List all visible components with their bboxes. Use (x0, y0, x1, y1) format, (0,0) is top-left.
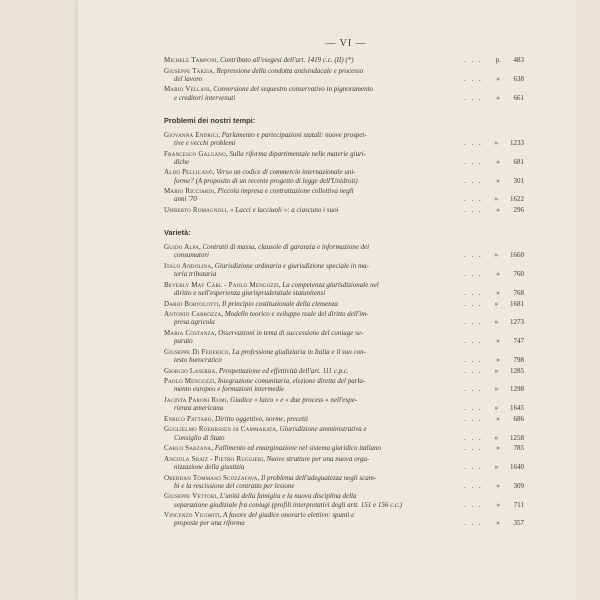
entry-title: , La competenza giurisdizionale nel (278, 280, 379, 289)
entry-page: 686 (513, 414, 524, 423)
ditto-marker: » (494, 366, 499, 375)
leader-dots: . . . (464, 337, 483, 346)
ditto-marker: » (496, 337, 500, 346)
entry-page-ref (464, 251, 524, 259)
entry-page: 1640 (510, 462, 524, 471)
leader-dots: . . . (464, 481, 483, 490)
entry-page-ref (464, 139, 524, 147)
entry-author: Italo Andolina (164, 261, 212, 270)
entry-title-continuation: anni '70 (174, 195, 197, 204)
entry-text (164, 243, 450, 259)
entry-text (164, 377, 450, 393)
leader-dots: . . . (464, 251, 483, 260)
leader-dots: . . . (464, 414, 483, 423)
entry-page-ref (464, 289, 524, 297)
leader-dots: . . . (464, 318, 483, 327)
leader-dots: . . . (464, 74, 483, 83)
entry-title: , Integrazione comunitaria, elezione diretta del parla- (214, 377, 366, 386)
entry-title: , Contributo all'esegesi dell'art. 1419 c.c. (II) (*) (216, 56, 354, 64)
toc-entry (164, 444, 524, 452)
entry-title-continuation: forme? (A proposito di un recente progetto di legge dell'Unidroit) (174, 176, 358, 185)
entry-author: Mario Ricciardi (164, 187, 215, 196)
entry-title: , Giudice « laico » e « due process » nell'espe- (226, 395, 358, 404)
entry-page: 768 (513, 288, 524, 297)
entry-page: 661 (513, 93, 524, 102)
leader-dots: . . . (464, 433, 483, 442)
entry-page: 638 (513, 74, 524, 83)
leader-dots: . . . (464, 176, 483, 185)
entry-author: Guido Alpa (164, 243, 199, 252)
entry-text (164, 262, 450, 278)
entry-page: 681 (513, 157, 524, 166)
entry-page-ref (464, 318, 524, 326)
entry-title: , Modello teorico e sviluppo reale del diritto dell'im- (221, 310, 369, 319)
entry-author: Giovanna Endrici (164, 130, 219, 139)
ditto-marker: » (496, 74, 500, 83)
entry-title: , Conversione del sequestro conservativo in pignoramento (209, 85, 374, 94)
ditto-marker: » (496, 270, 500, 279)
entry-text (164, 511, 450, 527)
toc-entry (164, 348, 524, 364)
entry-author: Jacinta Paroni Rumi (164, 395, 227, 404)
entry-page-ref (464, 415, 524, 423)
entry-page-ref (464, 206, 524, 214)
entry-title-continuation: Consiglio di Stato (174, 433, 225, 442)
entry-page-ref (464, 501, 524, 509)
leader-dots: . . . (464, 355, 483, 364)
leader-dots: . . . (464, 139, 483, 147)
entry-title: , Il problema dell'adeguatezza negli scam- (257, 473, 377, 482)
entry-page-ref (464, 75, 524, 83)
entry-author: Francesco Galgano (164, 149, 226, 158)
entry-title-continuation: diche (174, 157, 190, 166)
toc-entry (164, 150, 524, 166)
entry-page-ref (464, 434, 524, 442)
entry-page: 1233 (510, 139, 524, 147)
toc-entry (164, 415, 524, 423)
entry-title-continuation: rienza americana (174, 404, 224, 413)
entry-text (164, 455, 450, 471)
ditto-marker: » (496, 355, 500, 364)
toc-entry (164, 168, 524, 184)
ditto-marker: » (494, 299, 499, 308)
entry-text (164, 396, 450, 412)
ditto-marker: » (494, 139, 499, 147)
section-title: Problemi dei nostri tempi: (164, 115, 256, 125)
leader-dots: . . . (464, 444, 483, 453)
toc-entry (164, 56, 524, 64)
entry-text (164, 474, 450, 490)
toc-entry (164, 455, 524, 471)
entry-page-ref (464, 444, 524, 452)
entries-list (164, 56, 524, 102)
entry-page-ref (464, 404, 524, 412)
entry-text (164, 56, 450, 64)
entry-page: 483 (513, 56, 524, 64)
entry-title-continuation: presa agricola (174, 318, 215, 327)
entry-page-ref (464, 177, 524, 185)
ditto-marker: » (496, 205, 500, 214)
leader-dots: . . . (464, 299, 483, 308)
ditto-marker: » (496, 414, 500, 423)
entry-author: Dario Bortolotti (164, 299, 219, 308)
entry-text (164, 150, 450, 166)
entry-page-ref (464, 300, 524, 308)
entry-text (164, 168, 450, 184)
toc-entry (164, 262, 524, 278)
ditto-marker: » (494, 462, 499, 471)
entry-text (164, 367, 450, 375)
ditto-marker: » (496, 481, 500, 490)
entry-text (164, 206, 450, 214)
entry-title-continuation: del lavoro (174, 74, 203, 83)
entry-page: 711 (513, 500, 524, 509)
entry-author: Giuseppe Tarzia (164, 66, 213, 75)
ditto-marker: » (494, 318, 499, 327)
toc-entry (164, 187, 524, 203)
entry-author: Paolo Mengozzi (164, 377, 215, 386)
entry-page-ref (464, 158, 524, 166)
entry-text (164, 300, 450, 308)
entry-text (164, 415, 450, 423)
leader-dots: . . . (464, 366, 483, 375)
entry-title: , La professione giudiziaria in Italia e il suo con- (228, 347, 366, 356)
ditto-marker: p. (495, 56, 501, 64)
entry-author: Oberdan Tommaso Scozzafava (164, 473, 258, 482)
page-number: — VI — (325, 38, 367, 49)
entry-text (164, 348, 450, 364)
entry-title-continuation: nizzazione della giustizia (174, 462, 245, 471)
entry-page: 798 (513, 355, 524, 364)
entry-page: 301 (513, 176, 524, 185)
entry-title-continuation: tive e vecchi problemi (174, 139, 236, 147)
toc-entry (164, 281, 524, 297)
leader-dots: . . . (464, 288, 483, 297)
toc-entry (164, 131, 524, 147)
leader-dots: . . . (464, 519, 483, 528)
entry-page-ref (464, 385, 524, 393)
entry-page-ref (464, 356, 524, 364)
toc-entry (164, 85, 524, 101)
entry-author: Giuseppe Vettori (164, 492, 217, 501)
ditto-marker: » (496, 444, 500, 453)
toc-entry (164, 396, 524, 412)
ditto-marker: » (494, 433, 499, 442)
sections (164, 116, 524, 528)
entry-page: 357 (513, 519, 524, 528)
entry-page-ref (464, 270, 524, 278)
toc-entry (164, 511, 524, 527)
entry-title-continuation: bi e la rescissione del contratto per lesione (174, 481, 295, 490)
entry-text (164, 281, 450, 297)
entry-page: 1645 (510, 404, 524, 413)
entry-page-ref (464, 56, 524, 64)
toc-entry (164, 300, 524, 308)
entry-page: 785 (513, 444, 524, 453)
entry-page-ref (464, 337, 524, 345)
leader-dots: . . . (464, 195, 483, 204)
entry-page-ref (464, 367, 524, 375)
entry-text (164, 67, 450, 83)
entry-text (164, 329, 450, 345)
entry-title-continuation: parato (174, 337, 193, 346)
toc-entry (164, 329, 524, 345)
entry-text (164, 187, 450, 203)
entry-title-continuation: separazione giudiziale fra coniugi (profili interpretativi degli artt. 151 e 156 c.c.) (174, 500, 403, 509)
toc-entry (164, 377, 524, 393)
leader-dots: . . . (464, 157, 483, 166)
entry-title: , Osservazioni in tema di successione del coniuge se- (214, 328, 364, 337)
entry-title: , Contratti di massa, clausole di garanzia e informazione dei (198, 243, 370, 252)
entry-author: Guglielmo Roehrssen di Cammarata (164, 425, 277, 434)
entry-title: , Sulla riforma dipartimentale nelle materie giuri- (225, 149, 367, 158)
entry-text (164, 425, 450, 441)
entry-author: Enrico Pattaro (164, 414, 212, 423)
entry-title-continuation: proposte per una riforma (174, 519, 245, 528)
entry-author: Vincenzo Vigoriti (164, 511, 220, 520)
entry-title-continuation: consumatori (174, 251, 209, 260)
toc-entry (164, 474, 524, 490)
entry-page-ref (464, 195, 524, 203)
entry-page: 1622 (510, 195, 524, 204)
section-title: Varietà: (164, 228, 191, 238)
entry-author: Angiola Sbaiz - Pietro Ruggieri (164, 454, 264, 463)
ditto-marker: » (496, 500, 500, 509)
entry-page: 760 (513, 270, 524, 279)
entry-title-continuation: e creditori intervenuti (174, 93, 236, 102)
leader-dots: . . . (464, 270, 483, 279)
ditto-marker: » (494, 404, 499, 413)
entry-author: Maria Costanza (164, 328, 215, 337)
entry-title-continuation: diritto e nell'esperienza giurisprudenziale statunitensi (174, 288, 326, 297)
entry-title: , Nuove strutture per una nuova orga- (263, 454, 370, 463)
entry-title: , Fallimento ed emarginazione nel sistema giuridico italiano (211, 444, 382, 453)
toc-entry (164, 243, 524, 259)
entry-title: , A favore del giudice onorario elettivo: spunti e (219, 511, 355, 520)
leader-dots: . . . (464, 93, 483, 102)
leader-dots: . . . (464, 500, 483, 509)
entry-author: Antonio Carrozza (164, 310, 222, 319)
leader-dots: . . . (464, 404, 483, 413)
ditto-marker: » (494, 251, 499, 260)
entry-title: , L'unità della famiglia e la nuova disciplina della (216, 492, 357, 501)
entry-page: 1258 (510, 433, 524, 442)
entry-page-ref (464, 94, 524, 102)
entry-text (164, 85, 450, 101)
leader-dots: . . . (464, 205, 483, 214)
entry-page-ref (464, 519, 524, 527)
ditto-marker: » (496, 93, 500, 102)
entry-title-continuation: teria tributaria (174, 270, 217, 279)
entry-author: Giorgio Laserra (164, 366, 216, 375)
entry-page: 747 (513, 337, 524, 346)
toc-entry (164, 492, 524, 508)
entry-page: 1273 (510, 318, 524, 327)
entry-page-ref (464, 482, 524, 490)
entry-text (164, 131, 450, 147)
toc-entry (164, 310, 524, 326)
entry-author: Giuseppe Di Federico (164, 347, 229, 356)
entry-author: Beverly May Carl - Paolo Mengozzi (164, 280, 279, 289)
entry-title: , Diritto oggettivo, norme, precetti (211, 414, 308, 423)
entry-author: Aldo Pellicanò (164, 168, 213, 177)
entry-title: , Giurisdizione ordinaria e giurisdizione speciale in ma- (211, 261, 369, 270)
entry-text (164, 444, 450, 452)
entry-page-ref (464, 463, 524, 471)
ditto-marker: » (494, 385, 499, 394)
leader-dots: . . . (464, 385, 483, 394)
entry-title: , Il principio costituzionale della clemenza (218, 299, 338, 308)
entry-author: Carlo Sarzana (164, 444, 212, 453)
leader-dots: . . . (464, 462, 483, 471)
entry-page: 1285 (510, 366, 524, 375)
entry-title: , Parlamento e partecipazioni statali: nuove prospet- (218, 130, 367, 139)
toc-entry (164, 206, 524, 214)
entry-title: , « Lacci e lacciuoli »: a ciascuno i suoi (226, 205, 339, 214)
ditto-marker: » (494, 195, 499, 204)
toc-entry (164, 367, 524, 375)
entry-text (164, 310, 450, 326)
entry-page: 296 (513, 205, 524, 214)
entry-title: , Repressione della condotta antisindacale e processo (212, 66, 364, 75)
table-of-contents (164, 56, 524, 530)
entry-page: 1681 (510, 299, 524, 308)
entry-title: , Prospettazione ed effettività dell'art. 111 c.p.c. (215, 366, 349, 375)
ditto-marker: » (496, 288, 500, 297)
entry-author: Mario Vellani (164, 85, 210, 94)
entry-author: Umberto Romagnoli (164, 205, 227, 214)
entry-text (164, 492, 450, 508)
entry-page: 1298 (510, 385, 524, 394)
entry-page: 309 (513, 481, 524, 490)
ditto-marker: » (496, 519, 500, 528)
entry-page: 1660 (510, 251, 524, 260)
toc-entry (164, 425, 524, 441)
book-page (78, 0, 576, 600)
toc-entry (164, 67, 524, 83)
entry-title: , Piccola impresa e contrattazione collettiva negli (214, 187, 354, 196)
entry-title: , Giurisdizione amministrativa e (276, 425, 367, 434)
ditto-marker: » (496, 157, 500, 166)
entry-author: Michele Tamponi (164, 56, 217, 64)
entry-title-continuation: testo burocratico (174, 355, 222, 364)
leader-dots: . . . (464, 56, 483, 64)
ditto-marker: » (496, 176, 500, 185)
entry-title-continuation: mento europeo e formazioni intermedie (174, 385, 285, 394)
entry-title: , Verso un codice di commercio internazionale uni- (212, 168, 356, 177)
